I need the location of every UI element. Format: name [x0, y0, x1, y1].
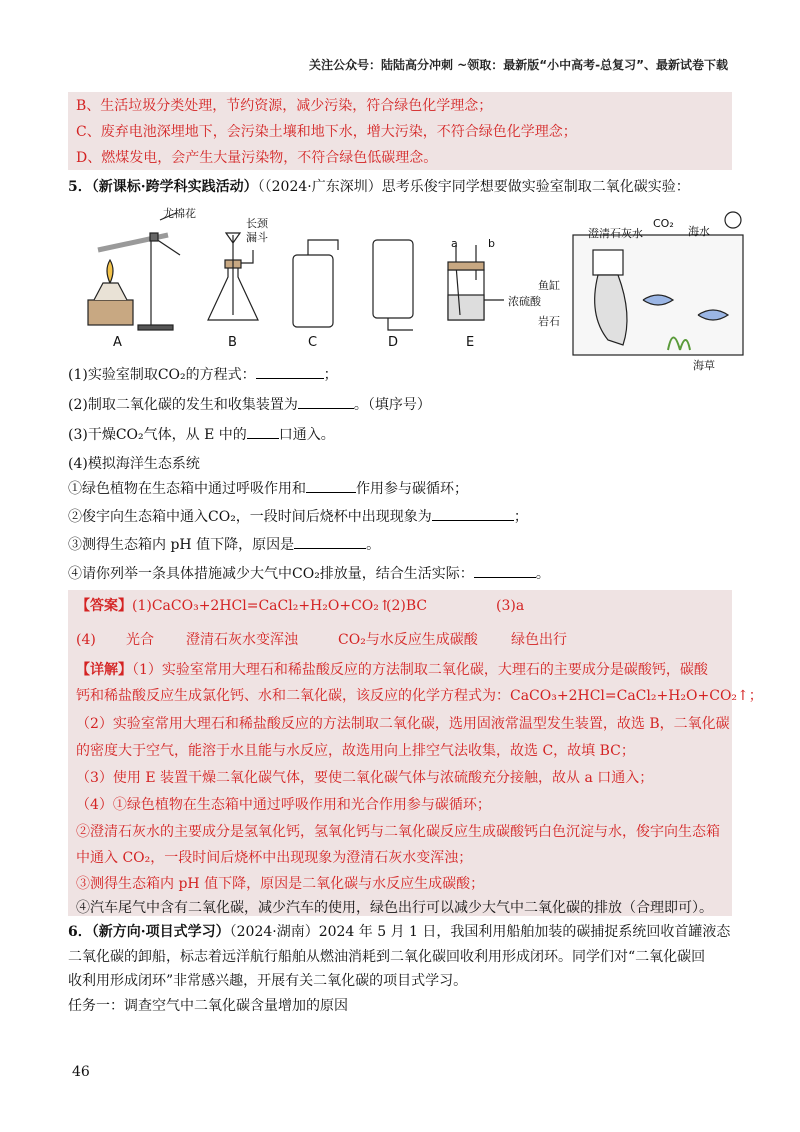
- apparatus-d: [373, 240, 413, 330]
- label-funnel-1: 长颈: [246, 217, 268, 230]
- label-seaweed: 海草: [693, 359, 715, 372]
- q5-4-3-end: 。: [366, 537, 381, 553]
- answer-4: (4): [76, 632, 96, 648]
- q5-2: [68, 394, 431, 415]
- label-tank: 鱼缸: [538, 279, 560, 292]
- q6-line-4: 任务一：调查空气中二氧化碳含量增加的原因: [68, 998, 348, 1014]
- label-seawater: 海水: [688, 225, 710, 238]
- detail-3: （2）实验室常用大理石和稀盐酸反应的方法制取二氧化碳，选用固液常温型发生装置，故选 B，二氧化碳: [76, 716, 730, 732]
- apparatus-figure: [68, 205, 748, 379]
- q5-4: (4)模拟海洋生态系统: [68, 456, 200, 472]
- label-rock: 岩石: [538, 315, 560, 328]
- detail-2: 钙和稀盐酸反应生成氯化钙、水和二氧化碳，该反应的化学方程式为：CaCO₃+2HCl=CaCl₂+H₂O+CO₂↑；: [76, 688, 763, 704]
- apparatus-c: [293, 240, 338, 327]
- label-funnel-2: 漏斗: [246, 231, 268, 244]
- label-b: b: [488, 237, 495, 250]
- q5-4-1-blank[interactable]: [306, 478, 356, 493]
- option-b: B、生活垃圾分类处理，节约资源，减少污染，符合绿色化学理念；: [76, 98, 493, 114]
- label-app-e: E: [466, 335, 475, 350]
- label-app-b: B: [228, 335, 237, 350]
- q5-title-text: （（2024·广东深圳）思考乐俊宇同学想要做实验室制取二氧化碳实验：: [257, 179, 690, 195]
- q5-3-end: 口通入。: [278, 427, 335, 443]
- q5-3-blank[interactable]: [247, 424, 279, 439]
- apparatus-b: [208, 233, 258, 320]
- q6-line-3: 收利用形成闭环”非常感兴趣，开展有关二氧化碳的项目式学习。: [68, 973, 468, 989]
- detail-5: （3）使用 E 装置干燥二氧化碳气体，要使二氧化碳气体与浓硫酸充分接触，故从 a 口通入；: [76, 770, 654, 786]
- detail-10: ④汽车尾气中含有二氧化碳，减少汽车的使用，绿色出行可以减少大气中二氧化碳的排放（合理即可）。: [76, 900, 713, 916]
- label-limewater: 澄清石灰水: [588, 227, 643, 240]
- q6-title-tag: 6．（新方向·项目式学习）: [68, 924, 230, 940]
- q5-2-end: 。（填序号）: [353, 397, 431, 413]
- label-co2: CO₂: [653, 217, 674, 230]
- answer-1: (1)CaCO₃+2HCl=CaCl₂+H₂O+CO₂↑: [132, 598, 391, 614]
- q5-4-4-blank[interactable]: [474, 563, 536, 578]
- q5-1-text: (1)实验室制取CO₂的方程式：: [68, 367, 256, 383]
- page-number: 46: [72, 1064, 90, 1080]
- detail-4: 的密度大于空气，能溶于水且能与水反应，故选用向上排空气法收集，故选 C，故填 BC；: [76, 743, 635, 759]
- detail-1: [76, 660, 708, 680]
- detail-9: ③测得生态箱内 pH 值下降，原因是二氧化碳与水反应生成碳酸；: [76, 876, 485, 892]
- answer-4-3: CO₂与水反应生成碳酸: [338, 632, 478, 648]
- q5-title: [68, 177, 690, 197]
- q5-2-blank[interactable]: [298, 394, 354, 409]
- apparatus-a: [88, 213, 180, 330]
- label-app-d: D: [388, 335, 399, 350]
- label-app-c: C: [308, 335, 318, 350]
- q5-3: [68, 424, 335, 445]
- label-app-a: A: [113, 335, 122, 350]
- answer-4-2: 澄清石灰水变浑浊: [186, 632, 298, 648]
- label-a: a: [451, 237, 458, 250]
- q5-4-1: [68, 478, 468, 499]
- answer-3: (3)a: [496, 598, 525, 614]
- answer-2: (2)BC: [386, 598, 428, 614]
- apparatus-e: [448, 245, 504, 320]
- q5-1: [68, 364, 338, 385]
- q5-title-tag: 5．（新课标·跨学科实践活动）: [68, 179, 258, 195]
- q5-4-3-text: ③测得生态箱内 pH 值下降，原因是: [68, 537, 295, 553]
- page-header: 关注公众号：陆陆高分冲刺 ~领取：最新版“小中高考-总复习”、最新试卷下载: [309, 58, 728, 72]
- q5-4-2-blank[interactable]: [432, 506, 514, 521]
- q5-1-blank[interactable]: [256, 364, 324, 379]
- detail-1-text: （1）实验室常用大理石和稀盐酸反应的方法制取二氧化碳，大理石的主要成分是碳酸钙，碳酸: [132, 662, 708, 678]
- label-cotton: 尤棉花: [163, 207, 196, 220]
- q5-4-2-end: ；: [513, 509, 528, 525]
- q5-4-2-text: ②俊宇向生态箱中通入CO₂，一段时间后烧杯中出现现象为: [68, 509, 432, 525]
- option-c: C、废弃电池深埋地下，会污染土壤和地下水，增大污染，不符合绿色化学理念；: [76, 124, 577, 140]
- q5-4-3: [68, 534, 380, 555]
- answer-line-2: [76, 630, 567, 650]
- q5-2-text: (2)制取二氧化碳的发生和收集装置为: [68, 397, 298, 413]
- detail-label: 【详解】: [76, 662, 132, 678]
- detail-8: 中通入 CO₂，一段时间后烧杯中出现现象为澄清石灰水变浑浊；: [76, 850, 473, 866]
- apparatus-svg: [68, 205, 748, 375]
- q6-line-2: 二氧化碳的卸船，标志着远洋航行船舶从燃油消耗到二氧化碳回收利用形成闭环。同学们对“二氧化碳回: [68, 949, 706, 965]
- answer-4-4: 绿色出行: [511, 632, 567, 648]
- q5-4-3-blank[interactable]: [294, 534, 366, 549]
- q5-4-2: [68, 506, 528, 527]
- label-acid: 浓硫酸: [508, 295, 541, 308]
- option-d: D、燃煤发电，会产生大量污染物，不符合绿色低碳理念。: [76, 150, 438, 166]
- detail-6: （4）①绿色植物在生态箱中通过呼吸作用和光合作用参与碳循环；: [76, 797, 491, 813]
- answer-label: 【答案】: [76, 598, 132, 614]
- answer-line-1: [76, 596, 525, 616]
- q5-4-1-end: 作用参与碳循环；: [356, 481, 468, 497]
- q5-4-4: [68, 563, 550, 584]
- q5-4-4-end: 。: [535, 566, 550, 582]
- q6-line-1: [68, 922, 730, 942]
- q5-3-text: (3)干燥CO₂气体，从 E 中的: [68, 427, 247, 443]
- q6-line-1-text: （2024·湖南）2024 年 5 月 1 日，我国利用船舶加装的碳捕捉系统回收首罐液态: [229, 924, 731, 940]
- answer-4-1: 光合: [126, 632, 154, 648]
- q5-1-end: ；: [323, 367, 338, 383]
- q5-4-1-text: ①绿色植物在生态箱中通过呼吸作用和: [68, 481, 306, 497]
- q5-4-4-text: ④请你列举一条具体措施减少大气中CO₂排放量，结合生活实际：: [68, 566, 474, 582]
- detail-7: ②澄清石灰水的主要成分是氢氧化钙，氢氧化钙与二氧化碳反应生成碳酸钙白色沉淀与水，俊宇向生态箱: [76, 824, 720, 840]
